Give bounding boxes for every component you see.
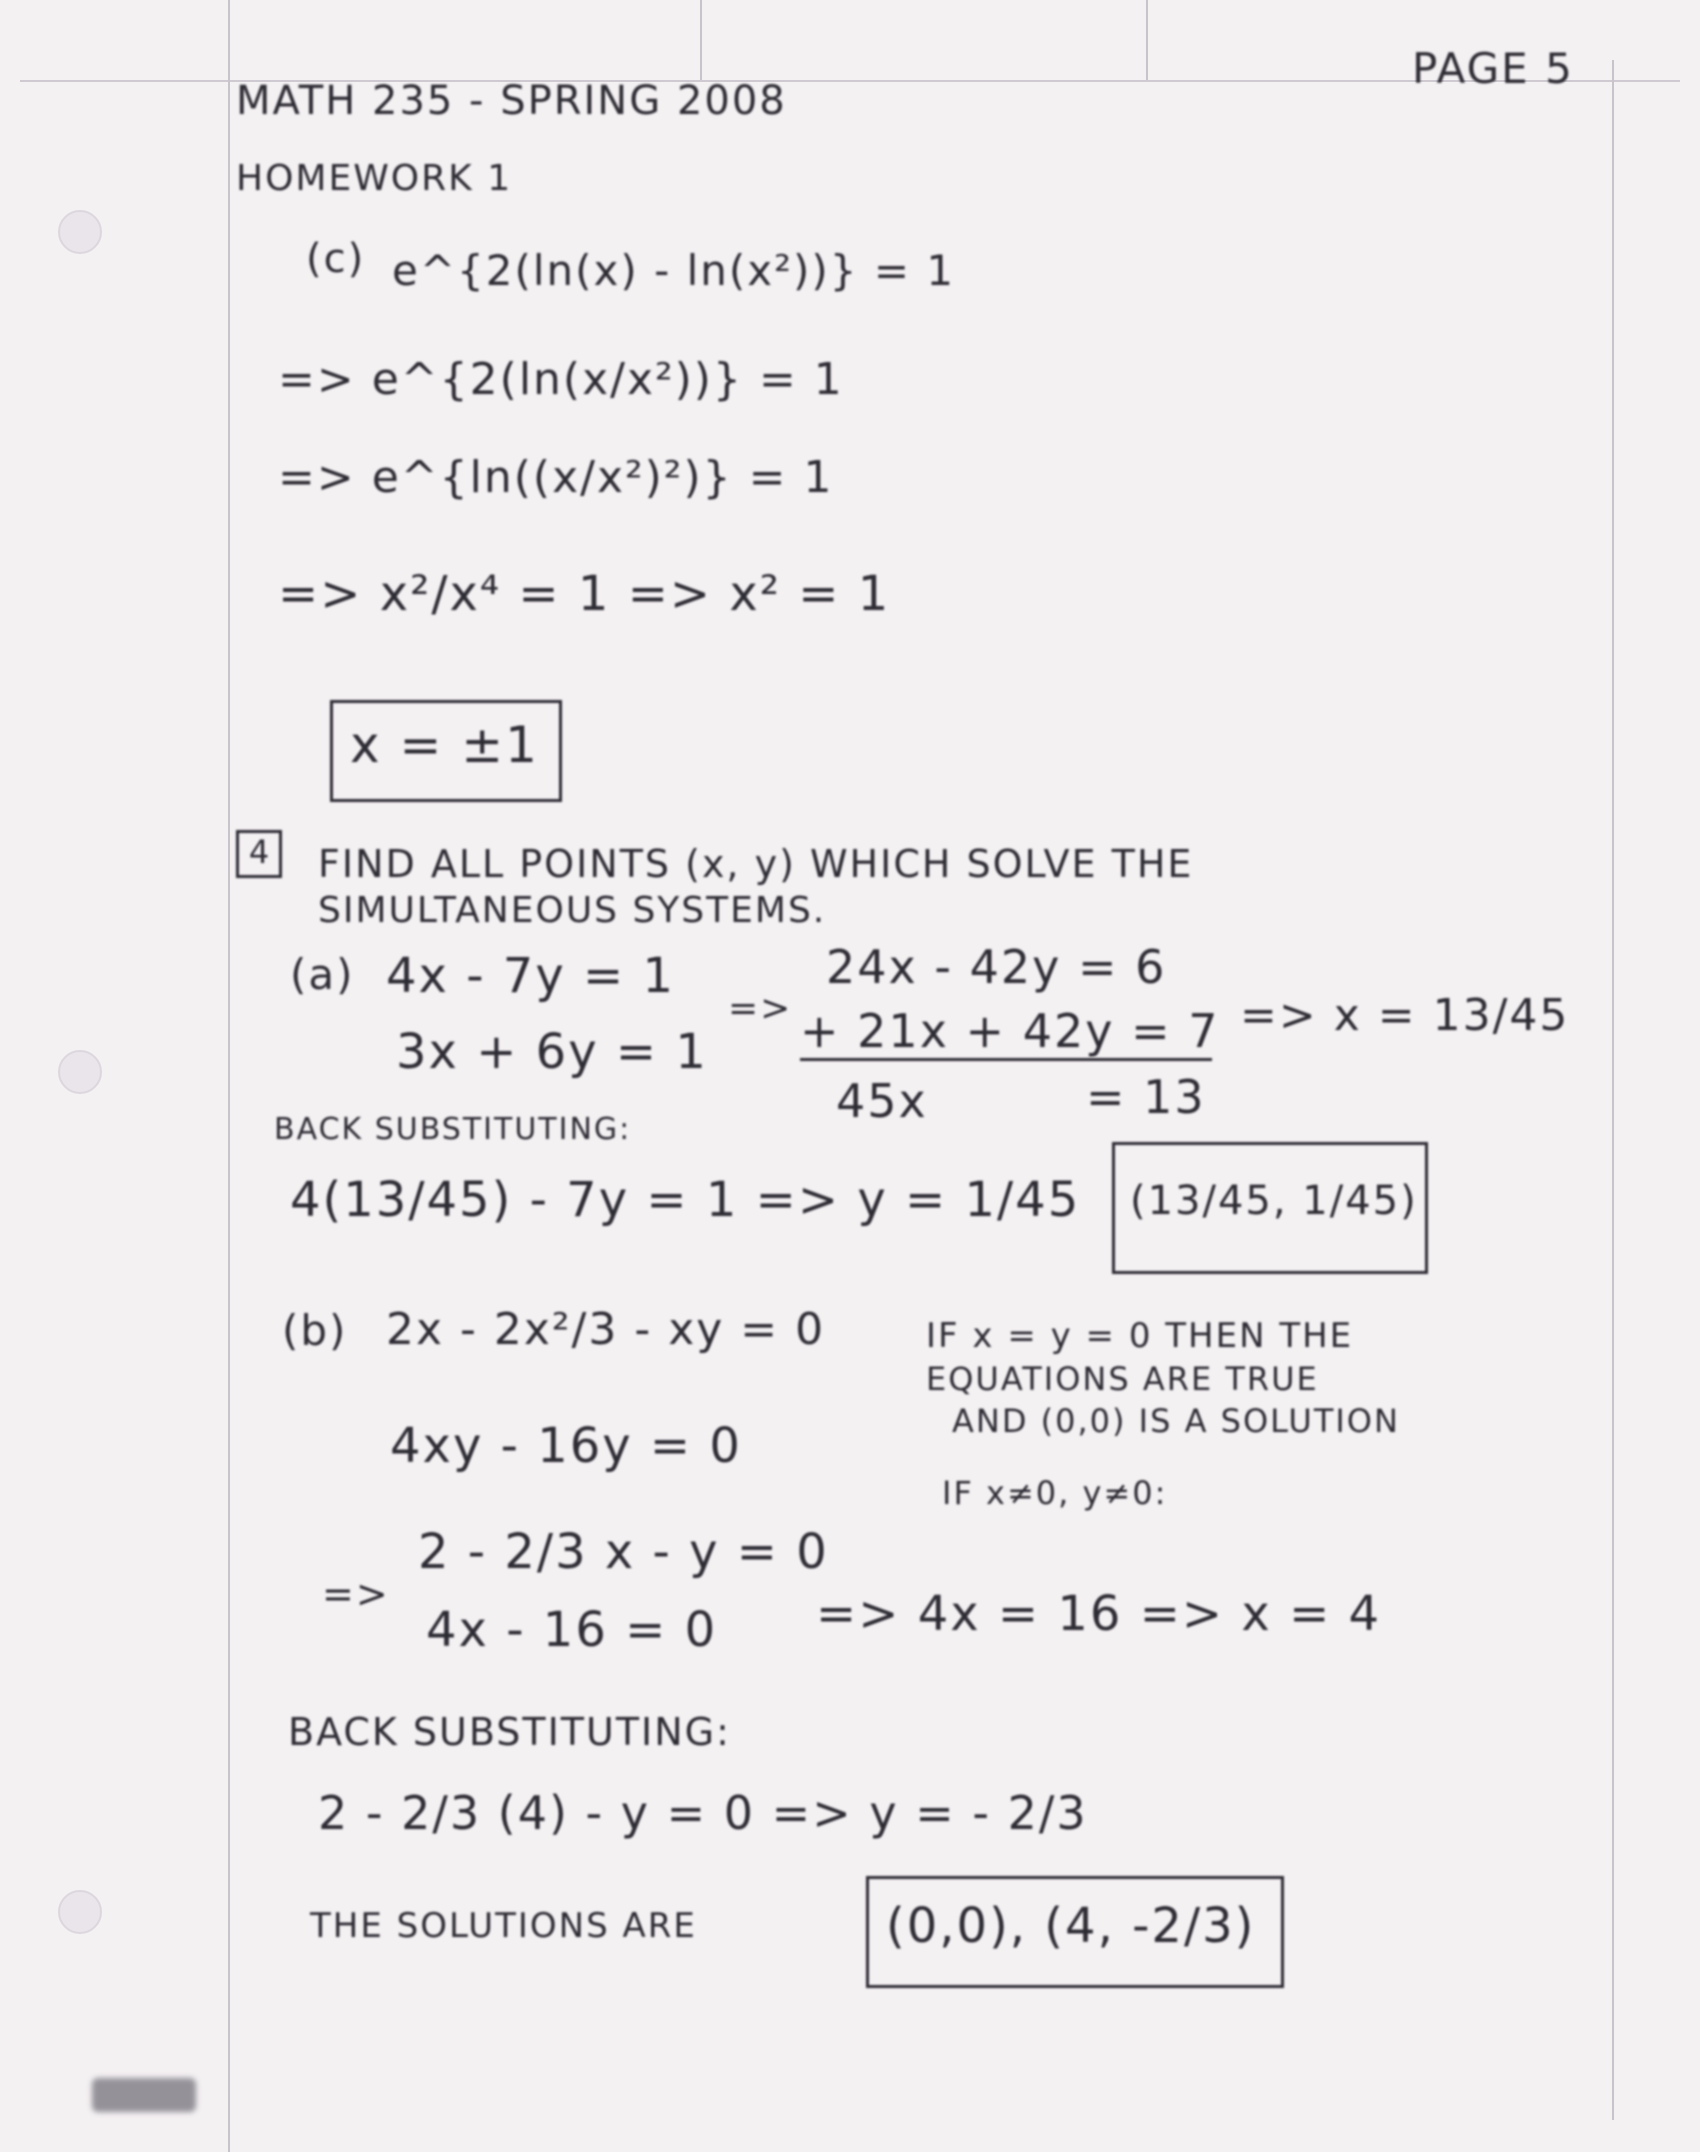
part-b-reduced1: 2 - 2/3 x - y = 0: [418, 1524, 829, 1580]
part-b-note3: AND (0,0) IS A SOLUTION: [952, 1402, 1400, 1440]
part-a-sum-right: = 13: [1086, 1070, 1206, 1124]
problem-prompt-line1: FIND ALL POINTS (x, y) WHICH SOLVE THE: [318, 842, 1194, 886]
part-b-eq2: 4xy - 16y = 0: [390, 1418, 742, 1474]
part-a-sum2: + 21x + 42y = 7: [800, 1004, 1220, 1058]
part-b-result: => 4x = 16 => x = 4: [816, 1586, 1382, 1642]
course-title: MATH 235 - SPRING 2008: [236, 78, 787, 124]
part-b-back-sub-label: BACK SUBSTITUTING:: [288, 1710, 731, 1754]
part-b-eq1: 2x - 2x²/3 - xy = 0: [386, 1304, 826, 1355]
punch-hole: [58, 210, 102, 254]
scanner-stamp: [92, 2078, 196, 2112]
part-a-sum-left: 45x: [836, 1074, 928, 1128]
part-c-line1: e^{2(ln(x) - ln(x²))} = 1: [392, 246, 956, 295]
part-b-reduced2: 4x - 16 = 0: [426, 1602, 718, 1658]
part-a-answer: (13/45, 1/45): [1130, 1178, 1418, 1224]
problem-number: 4: [248, 833, 270, 871]
sum-underline: [800, 1058, 1212, 1061]
part-a-eq2: 3x + 6y = 1: [396, 1024, 708, 1080]
problem-number-box: [236, 830, 282, 878]
part-a-eq1: 4x - 7y = 1: [386, 948, 675, 1004]
problem-prompt-line2: SIMULTANEOUS SYSTEMS.: [318, 890, 827, 931]
part-b-solutions-label: THE SOLUTIONS ARE: [310, 1906, 697, 1946]
right-margin-line: [1612, 60, 1614, 2120]
punch-hole: [58, 1050, 102, 1094]
part-a-sum1: 24x - 42y = 6: [826, 940, 1167, 994]
part-c-answer: x = ±1: [350, 716, 539, 774]
part-a-arrow: =>: [728, 988, 793, 1029]
part-b-arrow: =>: [322, 1572, 390, 1616]
part-b-solutions: (0,0), (4, -2/3): [886, 1898, 1256, 1954]
punch-hole: [58, 1890, 102, 1934]
page-number: PAGE 5: [1412, 44, 1574, 93]
part-c-label: (c): [306, 236, 366, 282]
part-c-line3: => e^{ln((x/x²)²)} = 1: [278, 452, 834, 503]
assignment-title: HOMEWORK 1: [236, 158, 513, 199]
part-c-line2: => e^{2(ln(x/x²))} = 1: [278, 354, 844, 405]
top-divider-1: [700, 0, 702, 80]
part-a-label: (a): [290, 950, 355, 999]
part-a-x-result: => x = 13/45: [1240, 990, 1570, 1041]
part-b-note1: IF x = y = 0 THEN THE: [926, 1316, 1354, 1356]
part-a-back-sub-label: BACK SUBSTITUTING:: [274, 1112, 632, 1147]
part-b-note4: IF x≠0, y≠0:: [942, 1474, 1168, 1512]
part-a-back-sub: 4(13/45) - 7y = 1 => y = 1/45: [290, 1172, 1081, 1228]
part-c-line4: => x²/x⁴ = 1 => x² = 1: [278, 566, 891, 622]
part-b-back-sub: 2 - 2/3 (4) - y = 0 => y = - 2/3: [318, 1786, 1088, 1840]
top-divider-2: [1146, 0, 1148, 80]
part-b-label: (b): [282, 1306, 348, 1355]
part-b-note2: EQUATIONS ARE TRUE: [926, 1360, 1319, 1398]
left-margin-line: [228, 0, 230, 2152]
